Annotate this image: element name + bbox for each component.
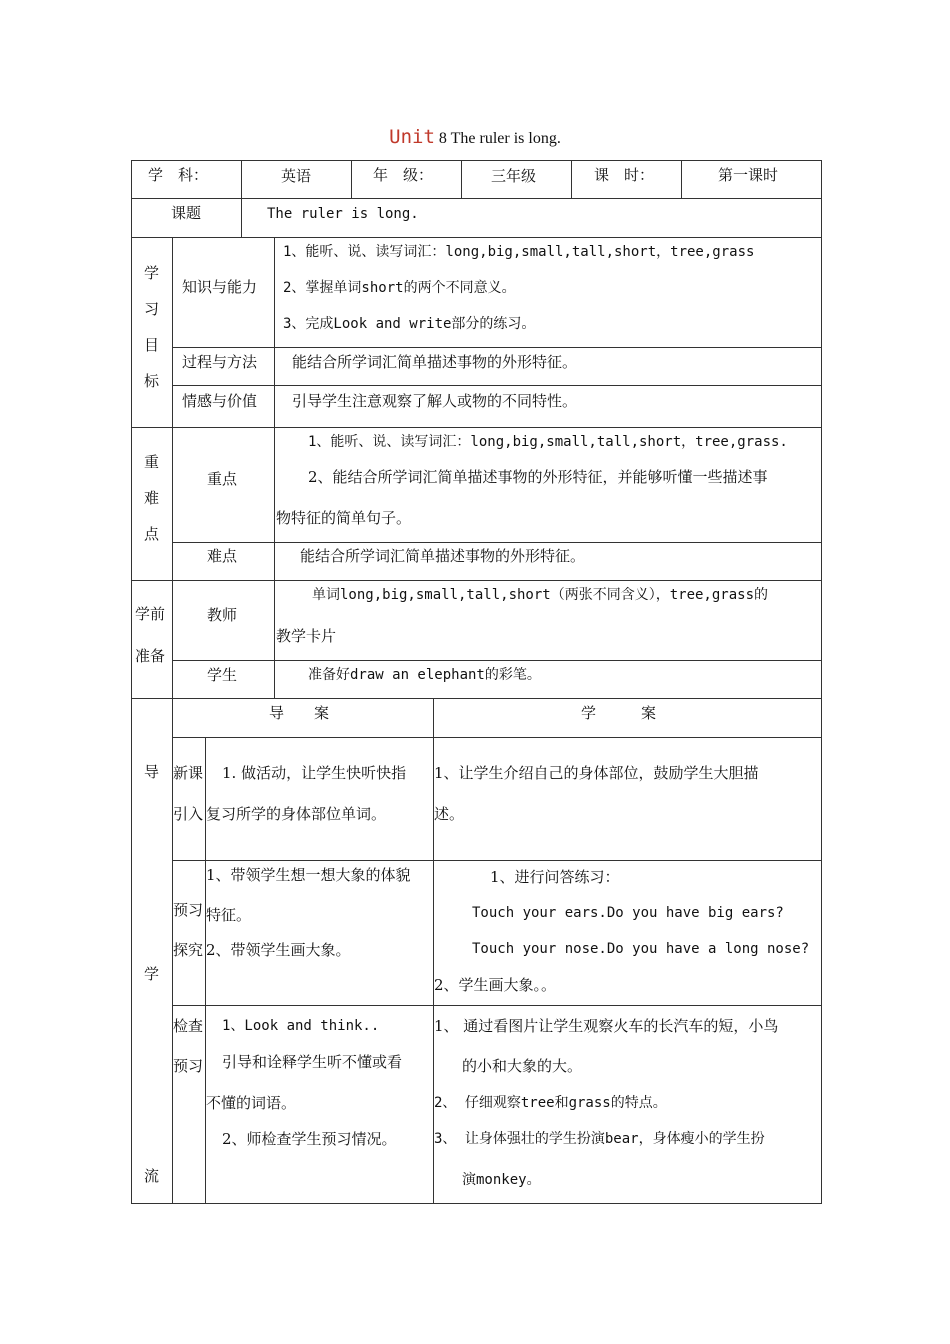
flow-label-char: 导 [144,763,160,781]
title-rest: 8 The ruler is long. [438,130,561,147]
period-label: 课 时： [594,166,655,184]
flow-study-line: Touch your ears.Do you have big ears? [472,905,784,921]
knowledge-line: 2、掌握单词short的两个不同意义。 [283,280,516,296]
document-title [0,126,950,148]
subject-label: 学 科： [148,166,209,184]
teacher-line: 教学卡片 [276,627,337,645]
flow-guide-line: 1、带领学生想一想大象的体貌 [206,866,411,884]
flow-study-line: 1、进行问答练习： [490,868,620,886]
flow-row-label: 预习 [173,1057,204,1075]
key-line: 2、能结合所学词汇简单描述事物的外形特征，并能够听懂一些描述事 [308,468,768,486]
knowledge-line: 1、能听、说、读写词汇：long,big,small,tall,short，tree,grass [283,244,755,260]
flow-row-label: 检查 [173,1017,204,1035]
grade-value: 三年级 [491,167,537,185]
goals-label-char: 标 [144,372,160,390]
flow-study-line: 2、学生画大象。。 [434,976,557,994]
flow-label-char: 流 [144,1167,160,1185]
flow-guide-line: 2、师检查学生预习情况。 [222,1130,397,1148]
topic-label: 课题 [171,204,202,222]
student-text: 准备好draw an elephant的彩笔。 [308,667,541,683]
key-line: 1、能听、说、读写词汇：long,big,small,tall,short，tree,grass. [308,434,788,450]
col-header-study: 学 案 [581,704,657,722]
grade-label: 年 级： [373,166,434,184]
goals-label-char: 目 [144,336,160,354]
flow-guide-line: 复习所学的身体部位单词。 [206,805,387,823]
col-header-guide: 导 案 [269,704,330,722]
flow-row-label: 探究 [173,941,204,959]
knowledge-label: 知识与能力 [182,278,258,296]
flow-row-label: 新课 [173,764,204,782]
process-text: 能结合所学词汇简单描述事物的外形特征。 [292,353,578,371]
process-label: 过程与方法 [182,353,258,371]
knowledge-line: 3、完成Look and write部分的练习。 [283,316,536,332]
title-unit-word: Unit [389,126,435,148]
flow-study-line: 述。 [434,805,465,823]
goals-label-char: 学 [144,264,160,282]
flow-guide-line: 1、Look and think.. [222,1018,380,1034]
period-value: 第一课时 [718,166,779,184]
keypoints-label-char: 重 [144,453,160,471]
flow-label-char: 学 [144,965,160,983]
keypoints-label-char: 点 [144,525,160,543]
prep-label-line: 学前 [135,605,166,623]
difficult-label: 难点 [207,547,238,565]
emotion-text: 引导学生注意观察了解人或物的不同特性。 [292,392,578,410]
keypoints-label-char: 难 [144,489,160,507]
flow-guide-line: 引导和诠释学生听不懂或看 [222,1053,403,1071]
key-label: 重点 [207,470,238,488]
flow-guide-line: 特征。 [206,906,252,924]
goals-label-char: 习 [144,300,160,318]
flow-row-label: 引入 [173,805,204,823]
teacher-label: 教师 [207,606,238,624]
flow-study-line: Touch your nose.Do you have a long nose? [472,941,810,957]
key-line: 物特征的简单句子。 [276,509,412,527]
topic-value: The ruler is long. [267,206,419,222]
flow-guide-line: 1. 做活动，让学生快听快指 [222,764,407,782]
subject-value: 英语 [281,167,312,185]
flow-study-line: 1、让学生介绍自己的身体部位，鼓励学生大胆描 [434,764,759,782]
flow-guide-line: 2、带领学生画大象。 [206,941,351,959]
flow-study-line: 3、 让身体强壮的学生扮演bear，身体瘦小的学生扮 [434,1131,765,1147]
flow-study-line: 2、 仔细观察tree和grass的特点。 [434,1095,667,1111]
difficult-text: 能结合所学词汇简单描述事物的外形特征。 [300,547,586,565]
prep-label-line: 准备 [135,647,166,665]
flow-guide-line: 不懂的词语。 [206,1094,297,1112]
teacher-line: 单词long,big,small,tall,short（两张不同含义），tree,grass的 [312,587,769,603]
flow-row-label: 预习 [173,901,204,919]
flow-study-line: 演monkey。 [462,1172,541,1188]
emotion-label: 情感与价值 [182,392,258,410]
flow-study-line: 1、 通过看图片让学生观察火车的长汽车的短，小鸟 [434,1017,779,1035]
flow-study-line: 的小和大象的大。 [462,1057,583,1075]
student-label: 学生 [207,666,238,684]
